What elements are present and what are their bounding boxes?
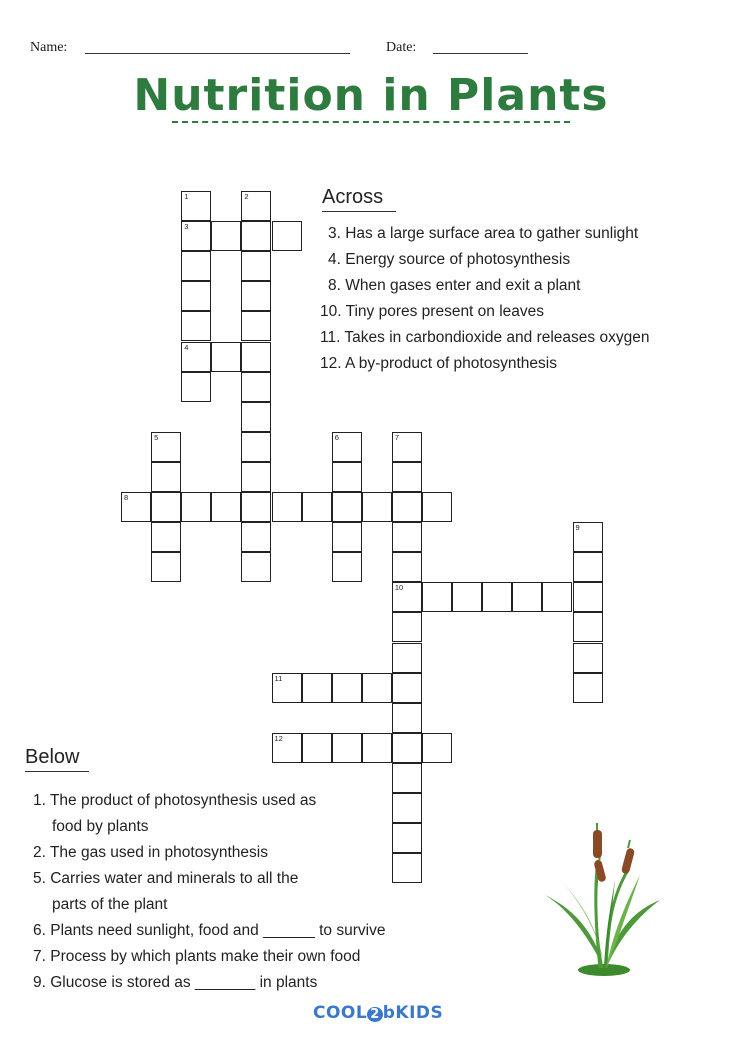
crossword-cell[interactable] [272,733,302,763]
date-label: Date: [386,40,417,55]
across-clue: 8. When gases enter and exit a plant [328,277,581,294]
name-field[interactable] [85,53,350,54]
title-underline [172,121,570,123]
below-heading: Below [25,746,80,768]
crossword-cell[interactable] [573,612,603,642]
crossword-cell[interactable] [241,311,271,341]
crossword-cell[interactable] [181,372,211,402]
below-clue: food by plants [52,818,149,835]
crossword-cell[interactable] [542,582,572,612]
crossword-cell[interactable] [573,643,603,673]
crossword-cell[interactable] [573,582,603,612]
crossword-cell[interactable] [422,733,452,763]
across-clue: 3. Has a large surface area to gather sunlight [328,225,639,242]
crossword-cell[interactable] [241,462,271,492]
crossword-cell[interactable] [392,432,422,462]
crossword-cell[interactable] [392,462,422,492]
crossword-cell[interactable] [573,552,603,582]
crossword-cell[interactable] [211,342,241,372]
crossword-cell[interactable] [332,673,362,703]
crossword-cell[interactable] [512,582,542,612]
across-clue: 4. Energy source of photosynthesis [328,251,571,268]
crossword-cell[interactable] [302,733,332,763]
crossword-cell[interactable] [241,402,271,432]
clue-number: 3 [184,222,189,232]
crossword-cell[interactable] [392,793,422,823]
crossword-cell[interactable] [181,191,211,221]
crossword-cell[interactable] [151,432,181,462]
crossword-cell[interactable] [241,191,271,221]
crossword-cell[interactable] [302,492,332,522]
below-heading-underline [25,771,89,772]
below-clue: 2. The gas used in photosynthesis [33,844,268,861]
crossword-cell[interactable] [181,281,211,311]
crossword-cell[interactable] [422,582,452,612]
crossword-cell[interactable] [241,342,271,372]
across-clue: 10. Tiny pores present on leaves [320,303,545,320]
crossword-cell[interactable] [181,311,211,341]
across-clue: 12. A by-product of photosynthesis [320,355,557,372]
clue-number: 12 [274,733,283,743]
crossword-cell[interactable] [392,703,422,733]
crossword-cell[interactable] [151,462,181,492]
crossword-cell[interactable] [392,853,422,883]
crossword-cell[interactable] [151,522,181,552]
crossword-cell[interactable] [241,372,271,402]
crossword-cell[interactable] [392,582,422,612]
clue-number: 10 [394,583,404,593]
crossword-cell[interactable] [392,522,422,552]
clue-number: 7 [394,432,400,442]
below-clue: 7. Process by which plants make their own food [33,948,361,965]
page-title: Nutrition in Plants [133,70,609,121]
crossword-cell[interactable] [151,552,181,582]
below-clue: 1. The product of photosynthesis used as [33,792,317,809]
crossword-cell[interactable] [422,492,452,522]
crossword-cell[interactable] [241,552,271,582]
crossword-cell[interactable] [241,432,271,462]
clue-number: 8 [124,493,129,502]
crossword-cell[interactable] [302,673,332,703]
crossword-cell[interactable] [452,582,482,612]
crossword-cell[interactable] [362,673,392,703]
clue-number: 5 [154,432,159,442]
name-label: Name: [30,40,68,55]
crossword-cell[interactable] [392,823,422,853]
clue-number: 9 [575,523,580,533]
cool2bkids-logo: COOL 2 bKIDS [313,1003,444,1023]
crossword-cell[interactable] [392,733,422,763]
below-clue: 5. Carries water and minerals to all the [33,870,299,887]
crossword-cell[interactable] [181,492,211,522]
crossword-cell[interactable] [392,612,422,642]
across-clue: 11. Takes in carbondioxide and releases oxygen [320,329,650,346]
crossword-cell[interactable] [392,643,422,673]
crossword-cell[interactable] [392,552,422,582]
crossword-cell[interactable] [332,522,362,552]
clue-number: 4 [184,342,189,352]
crossword-cell[interactable] [181,251,211,281]
crossword-cell[interactable] [332,552,362,582]
crossword-cell[interactable] [241,492,271,522]
crossword-cell[interactable] [362,733,392,763]
crossword-cell[interactable] [272,221,302,251]
clue-number: 2 [244,192,249,201]
crossword-cell[interactable] [392,492,422,522]
crossword-cell[interactable] [332,432,362,462]
clue-number: 11 [274,673,283,683]
crossword-cell[interactable] [573,522,603,552]
crossword-cell[interactable] [211,492,241,522]
below-clue: parts of the plant [52,896,168,913]
crossword-cell[interactable] [121,492,151,522]
crossword-cell[interactable] [392,673,422,703]
crossword-cell[interactable] [332,492,362,522]
crossword-cell[interactable] [272,673,302,703]
crossword-cell[interactable] [241,281,271,311]
crossword-cell[interactable] [241,522,271,552]
crossword-cell[interactable] [362,492,392,522]
crossword-cell[interactable] [181,221,211,251]
clue-number: 1 [184,192,189,201]
cattail-plant-illustration [540,820,665,980]
crossword-cell[interactable] [332,462,362,492]
below-clue: 9. Glucose is stored as _______ in plants [33,974,318,991]
crossword-cell[interactable] [241,251,271,281]
crossword-cell[interactable] [482,582,512,612]
crossword-cell[interactable] [392,763,422,793]
crossword-cell[interactable] [211,221,241,251]
below-clue: 6. Plants need sunlight, food and ______ to survive [33,922,386,939]
crossword-cell[interactable] [181,342,211,372]
crossword-cell[interactable] [241,221,271,251]
across-heading-underline [322,211,396,212]
date-field[interactable] [433,53,528,54]
crossword-cell[interactable] [573,673,603,703]
across-heading: Across [322,186,384,208]
clue-number: 6 [334,432,339,442]
crossword-cell[interactable] [332,733,362,763]
crossword-cell[interactable] [151,492,181,522]
crossword-cell[interactable] [272,492,302,522]
